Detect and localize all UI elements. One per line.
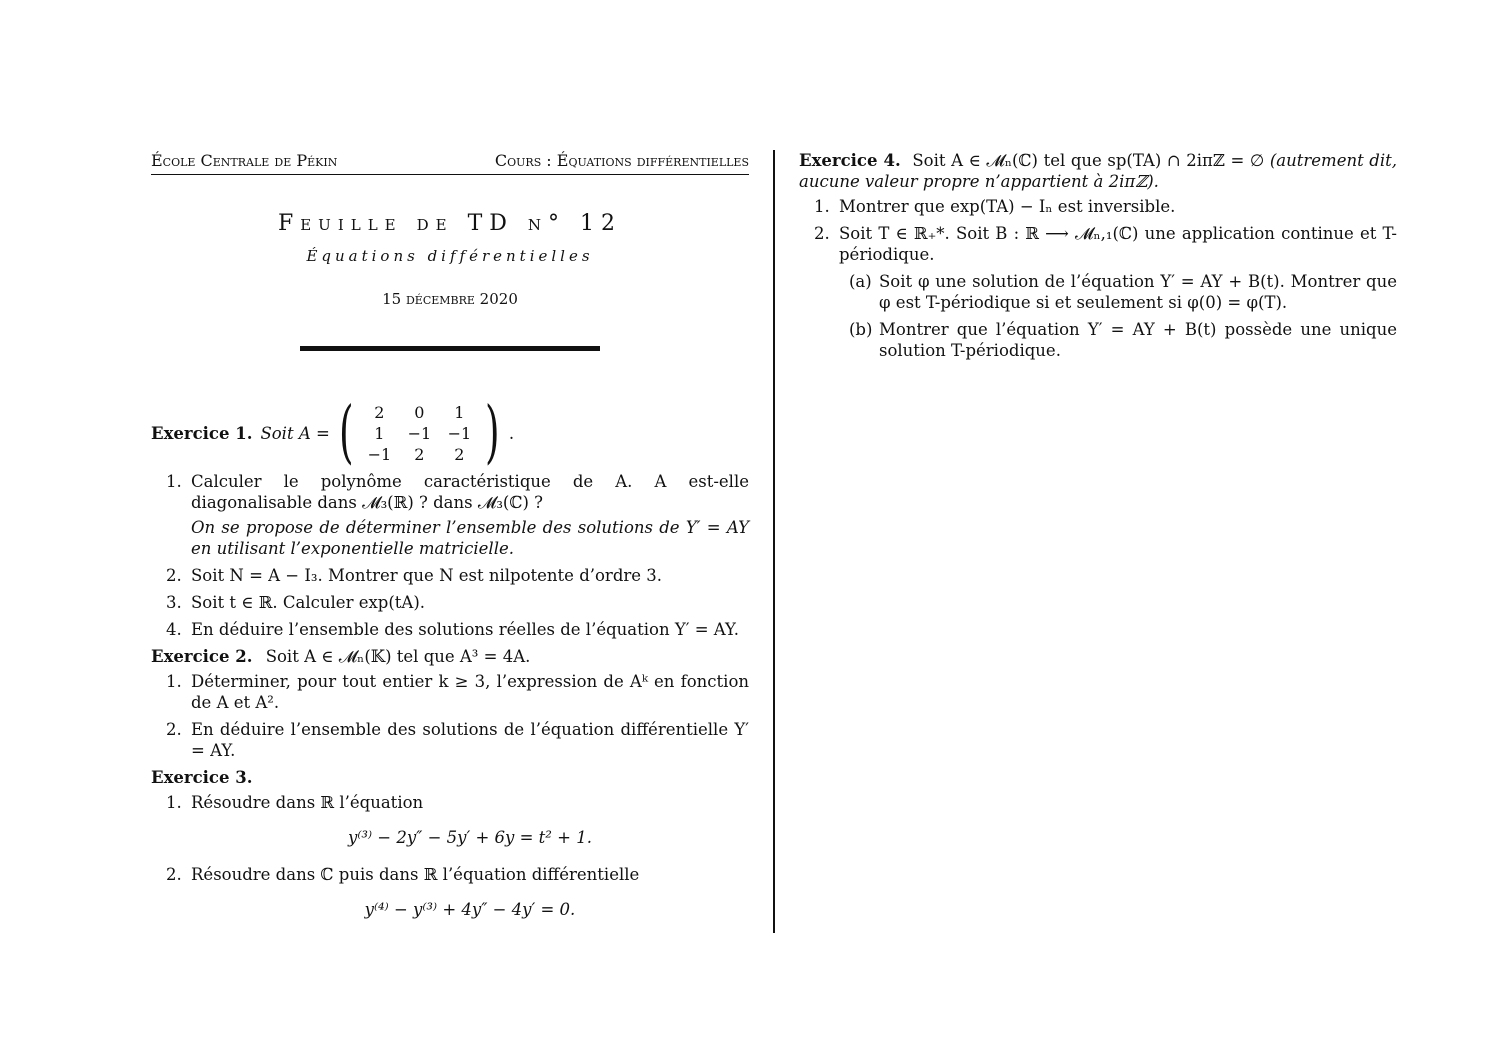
subquestion-mark: (a): [849, 272, 872, 291]
right-column: [799, 150, 1397, 367]
title-block: [151, 213, 749, 351]
exercise-2-questions: [151, 671, 749, 761]
matrix-right-paren: ): [485, 393, 500, 472]
matrix-left-paren: (: [338, 393, 354, 472]
matrix-a: [333, 393, 506, 472]
matrix-cell: −1: [367, 444, 392, 464]
exercise-4-intro-italic: (autrement dit, aucune valeur propre n’appartient à 2iπℤ).: [799, 151, 1398, 191]
exercise-3-heading: Exercice 3.: [151, 768, 253, 787]
column-divider: [773, 150, 775, 933]
exercise-2-heading: Exercice 2.: [151, 647, 253, 666]
list-item: [187, 565, 749, 586]
subquestion-text: Montrer que l’équation Y′ = AY + B(t) possède une unique solution T-périodique.: [879, 320, 1397, 360]
exercise-2-intro: Soit A ∈ 𝓜ₙ(𝕂) tel que A³ = 4A.: [265, 647, 531, 666]
question-text: Soit t ∈ ℝ. Calculer exp(tA).: [191, 593, 426, 612]
matrix-cell: 2: [454, 444, 465, 464]
question-text: Résoudre dans ℝ l’équation: [191, 793, 424, 812]
equation-1: y⁽³⁾ − 2y″ − 5y′ + 6y = t² + 1.: [348, 828, 592, 847]
sheet-title: Feuille de TD n° 12: [277, 211, 623, 236]
list-item: [835, 196, 1397, 217]
list-item: [187, 719, 749, 761]
exercise-1-intro: Soit A =: [260, 423, 330, 443]
exercise-3-statement: [151, 767, 749, 788]
equation-2: y⁽⁴⁾ − y⁽³⁾ + 4y″ − 4y′ = 0.: [364, 900, 576, 919]
sheet-subtitle: Équations différentielles: [306, 247, 594, 265]
question-text: En déduire l’ensemble des solutions de l’équation différentielle Y′ = AY.: [191, 720, 749, 760]
exercise-3-questions: [151, 792, 749, 920]
question-text: Soit N = A − I₃. Montrer que N est nilpotente d’ordre 3.: [191, 566, 663, 585]
matrix-cell: −1: [407, 423, 432, 443]
exercise-4-subquestions: [839, 271, 1397, 361]
matrix-cell: −1: [447, 423, 472, 443]
title-rule: [300, 346, 600, 351]
matrix-cell: 2: [374, 402, 385, 422]
matrix-cell: 1: [454, 402, 465, 422]
exercise-1-intro-end: .: [508, 423, 515, 443]
matrix-cell: 2: [414, 444, 425, 464]
question-text: En déduire l’ensemble des solutions réelles de l’équation Y′ = AY.: [191, 620, 740, 639]
question-text: Résoudre dans ℂ puis dans ℝ l’équation différentielle: [191, 865, 640, 884]
list-item: [187, 619, 749, 640]
list-item: [187, 864, 749, 920]
list-item: [187, 671, 749, 713]
list-item: [835, 223, 1397, 361]
list-item: [187, 471, 749, 559]
question-text: Montrer que exp(TA) − Iₙ est inversible.: [839, 197, 1176, 216]
exercise-1-questions: [151, 471, 749, 640]
school-name: École Centrale de Pékin: [151, 151, 338, 170]
matrix-cell: 0: [414, 402, 425, 422]
list-item: [187, 592, 749, 613]
left-column: [151, 150, 749, 936]
question-text: Déterminer, pour tout entier k ≥ 3, l’expression de Aᵏ en fonction de A et A².: [191, 672, 749, 712]
question-text: Calculer le polynôme caractéristique de A. A est-elle diagonalisable dans 𝓜₃(ℝ) ? dans 𝓜₃(ℂ) ?: [191, 472, 749, 512]
exercise-1-heading: Exercice 1.: [151, 423, 253, 443]
question-text: Soit T ∈ ℝ₊*. Soit B : ℝ ⟶ 𝓜ₙ,₁(ℂ) une application continue et T-périodique.: [839, 224, 1397, 264]
list-item: [849, 319, 1397, 361]
exercise-1-note: On se propose de déterminer l’ensemble des solutions de Y′ = AY en utilisant l’exponentielle matricielle.: [191, 518, 749, 558]
matrix-cell: 1: [374, 423, 385, 443]
exercise-2-statement: [151, 646, 749, 667]
subquestion-mark: (b): [849, 320, 873, 339]
exercise-4-questions: [799, 196, 1397, 361]
exercise-4-intro: Soit A ∈ 𝓜ₙ(ℂ) tel que sp(TA) ∩ 2iπℤ = ∅: [912, 151, 1265, 170]
exercise-4-statement: [799, 150, 1397, 192]
sheet-date: 15 décembre 2020: [382, 290, 518, 308]
course-name: Cours : Équations différentielles: [494, 151, 749, 170]
subquestion-text: Soit φ une solution de l’équation Y′ = AY + B(t). Montrer que φ est T-périodique si et seulement si φ(0) = φ(T).: [879, 272, 1397, 312]
page-header: [151, 150, 749, 175]
exercise-1-statement: [151, 393, 749, 472]
list-item: [849, 271, 1397, 313]
list-item: [187, 792, 749, 848]
exercise-4-heading: Exercice 4.: [799, 151, 901, 170]
matrix-grid: [359, 402, 479, 465]
